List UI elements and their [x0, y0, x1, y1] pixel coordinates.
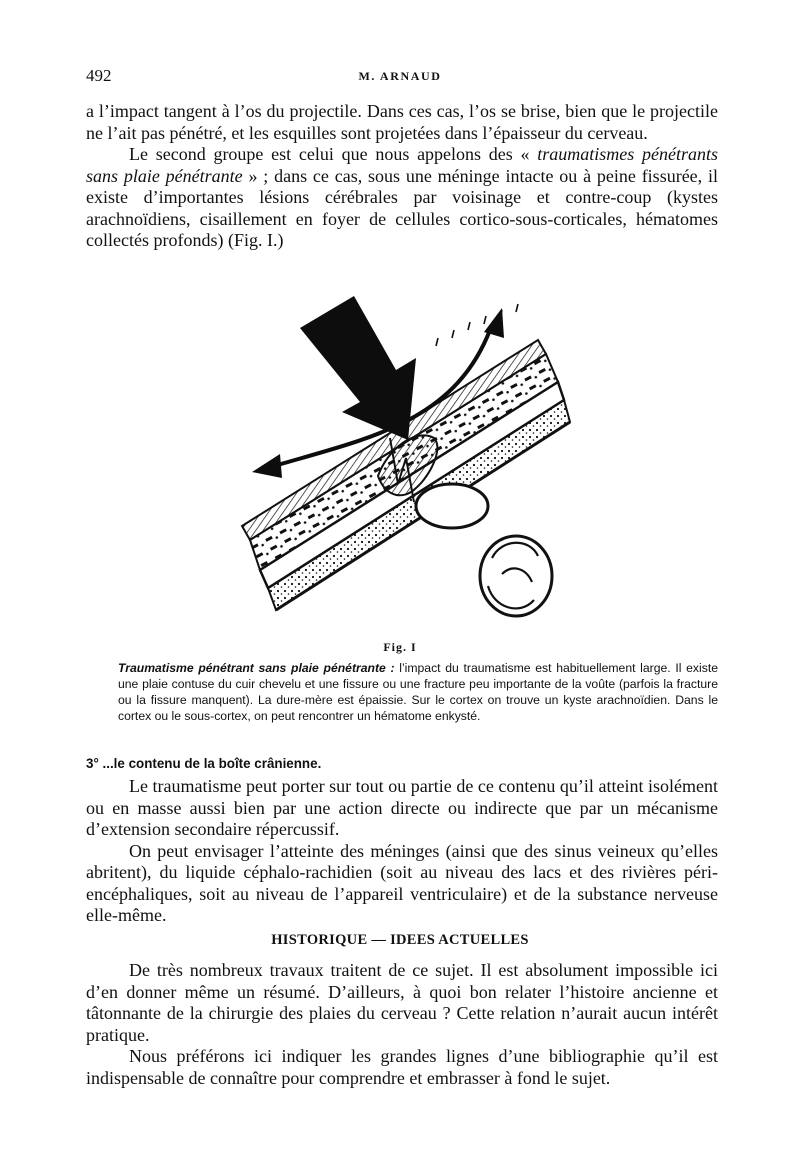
intro-p2-rest: » ; dans ce cas, sous une méninge intacte ou à peine fissurée, il existe d’importantes lésions cérébrales par voisinage et contre-coup (kystes arachnoïdiens, cisaillement en foyer de cellules cortico-sous-corticales, hématomes collectés profonds) (Fig. I.)	[86, 165, 718, 250]
section-3-text	[86, 776, 718, 927]
running-head: M. ARNAUD	[358, 69, 442, 83]
historique-paragraph-1: De très nombreux travaux traitent de ce sujet. Il est absolument impossible ici d’en donner même un résumé. D’ailleurs, à quoi bon relater l’histoire ancienne et tâtonnante de la chirurgie des plaies du cerveau ? Cette relation n’aurait aucun intérêt pratique.	[86, 960, 718, 1045]
impact-arrow	[300, 296, 416, 440]
intro-p2-term: traumatismes pénétrants sans plaie pénétrante	[86, 144, 718, 186]
intro-p2-lead: Le second groupe est celui que nous appelons des «	[129, 144, 538, 164]
section-subhead: 3° ...le contenu de la boîte crânienne.	[86, 756, 322, 771]
page-header	[86, 66, 714, 88]
intro-paragraph-2	[86, 144, 718, 252]
historique-title: HISTORIQUE — IDEES ACTUELLES	[271, 932, 529, 948]
arachnoid-cyst	[416, 484, 488, 528]
intro-text	[86, 101, 718, 252]
figure-caption	[118, 660, 718, 724]
skull-injury-diagram	[220, 288, 590, 624]
figure-label: Fig. I	[383, 640, 417, 654]
figure-illustration	[220, 288, 590, 624]
page-number: 492	[86, 66, 112, 85]
hematoma	[480, 536, 552, 616]
hair-lines	[436, 304, 518, 346]
section-3-paragraph-1: Le traumatisme peut porter sur tout ou partie de ce contenu qu’il atteint isolément ou en masse aussi bien par une action directe ou indirecte que par un mécanisme d’extension secondaire répercussif.	[86, 776, 718, 839]
historique-paragraph-2: Nous préférons ici indiquer les grandes lignes d’une bibliographie qu’il est indispensable de connaître pour comprendre et embrasser à fond le sujet.	[86, 1046, 718, 1088]
historique-text	[86, 960, 718, 1089]
intro-paragraph-1: a l’impact tangent à l’os du projectile. Dans ces cas, l’os se brise, bien que le projectile ne l’ait pas pénétré, et les esquilles sont projetées dans l’épaisseur du cerveau.	[86, 101, 718, 143]
caption-title: Traumatisme pénétrant sans plaie pénétrante :	[118, 661, 395, 675]
caption-text: l’impact du traumatisme est habituellement large. Il existe une plaie contuse du cuir chevelu et une fissure ou une fracture peu importante de la voûte (parfois la fracture ou la fissure manquent). La dure-mère est épaissie. Sur le cortex on trouve un kyste arachnoïdien. Dans le cortex ou le sous-cortex, on peut rencontrer un hématome enkysté.	[118, 661, 718, 723]
section-3-paragraph-2: On peut envisager l’atteinte des méninges (ainsi que des sinus veineux qu’elles abritent), du liquide céphalo-rachidien (soit au niveau des lacs et des rivières péri-encéphaliques, soit au niveau de l’appareil ventriculaire) et de la substance nerveuse elle-même.	[86, 840, 718, 925]
